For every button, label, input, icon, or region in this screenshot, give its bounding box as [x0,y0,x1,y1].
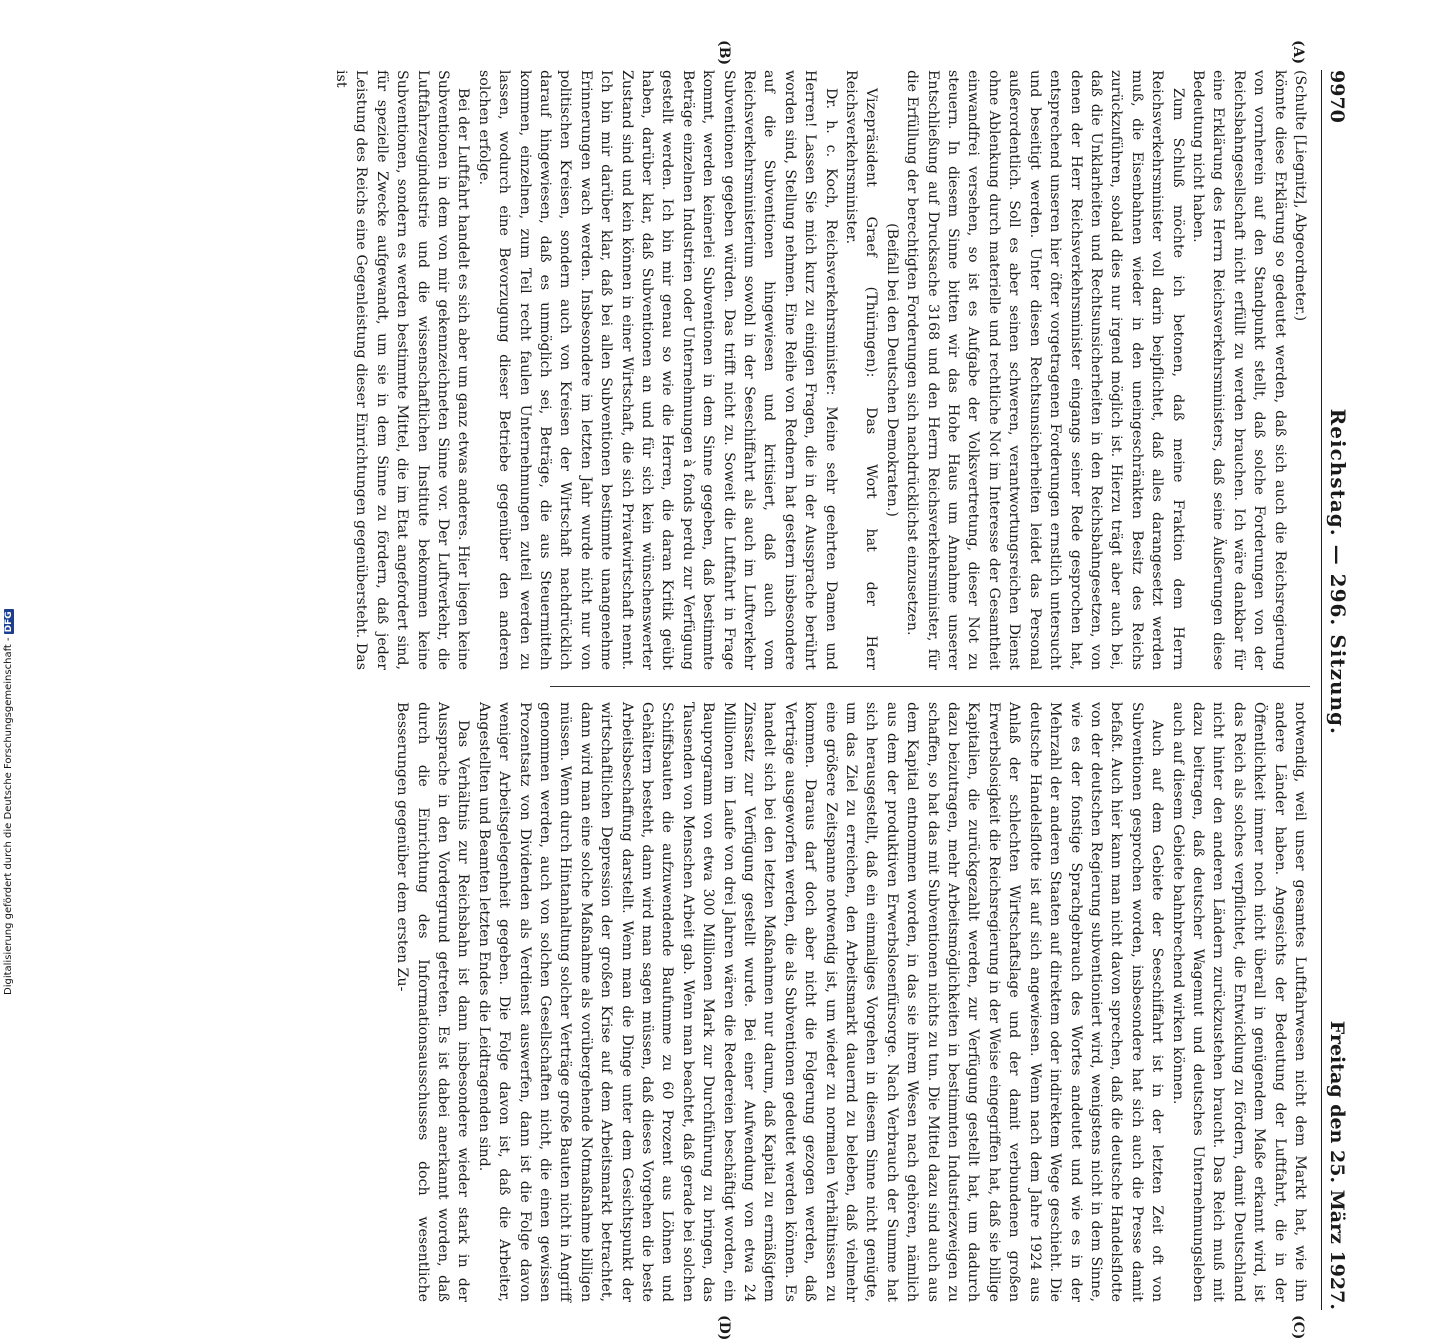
paragraph: Auch auf dem Gebiete der Seeschiffahrt ist in der letzten Zeit oft von Subventionen gesprochen worden, insbesondere hat sich auch die Presse damit befaßt. Auch hier kann man nicht davon sprechen, daß die deutsche Handelsflotte von der deutschen Regierung subventioniert wird, wenigstens nicht in dem Sinne, wie es der fonstige Sprachgebrauch des Wortes andeutet und wie es in der Mehrzahl der anderen Staaten auf direktem oder indirektem Wege geschieht. Die deutsche Handelsflotte ist auf sich angewiesen. Wenn nach dem Jahre 1924 aus Anlaß der schlechten Wirtschaftslage und der damit verbundenen großen Erwerbslosigkeit die Reichsregierung in der Weise eingegriffen hat, daß sie billige Kapitalien, die zurückgezahlt werden, zur Verfügung gestellt hat, um dadurch dazu beizutragen, mehr Arbeitsmöglichkeiten in bestimmten Industriezweigen zu schaffen, so hat das mit Subventionen nichts zu tun. Die Mittel dazu sind auch aus dem Kapital entnommen worden, in das sie ihrem Wesen nach gehören, nämlich aus dem der produktiven Erwerbslosenfürsorge. Nach Verbrauch der Summe hat sich herausgestellt, daß ein einmaliges Vorgehen in diesem Sinne nicht genügte, um das Ziel zu erreichen, den Arbeitsmarkt dauernd zu beleben, daß vielmehr eine größere Zeitspanne notwendig ist, um wieder zu normalen Verhältnissen zu kommen. Daraus darf doch aber nicht die Folgerung gezogen werden, daß Verträge ausgeworfen werden, die als Subventionen gedeutet werden können. Es handelt sich bei den letzten Maßnahmen nur darum, daß Kapital zu ermäßigtem Zinssatz zur Verfügung gestellt wurde. Bei einer Aufwendung von etwa 24 Millionen im Laufe von drei Jahren wären die Reedereien beschäftigt worden, ein Bauprogramm von etwa 300 Millionen Mark zur Durchführung zu bringen, das Tausenden von Menschen Arbeit gab. Wenn man beachtet, daß gerade bei solchen Schiffsbauten die aufzuwendende Baufumme zu 60 Prozent aus Löhnen und Gehältern besteht, dann wird man sagen müssen, daß dieses Vorgehen die beste Arbeitsbeschaffung darstellt. Wenn man die Dinge unter dem Gesichtspunkt der wirtschaftlichen Depression der großen Krise auf dem Arbeitsmarkt betrachtet, dann wird man eine solche Maßnahme als vorübergehende Notmaßnahme billigen müssen. Wenn durch Hintanhaltung solcher Verträge große Bauten nicht in Angriff genommen werden, auch von solchen Gesellschaften nicht, die einen gewissen Prozentsatz von Dividenden als Verdienst auswerfen, dann ist die Folge davon weniger Arbeitsgelegenheit gegeben. Die Folge davon ist, daß die Arbeiter, Angestellten und Beamten letzten Endes die Leidtragenden sind. [475,702,1166,1302]
header-title: Reichstag. — 296. Sitzung. [1326,408,1350,736]
paragraph: könnte diese Erklärung so gedeutet werden, daß sich auch die Reichsregierung von vornherein auf den Standpunkt stellt, daß solche Forderungen von der Reichsbahngesellschaft nicht erfüllt zu werden brauchen. Ich wäre dankbar für eine Erklärung des Herrn Reichsverkehrsministers, daß seine Äußerungen diese Bedeutung nicht haben. [1189,70,1288,670]
credit-text: Digitalisierung gefördert durch die Deutsche Forschungsgemeinschaft - [3,637,14,995]
page-number: 9970 [1326,70,1348,123]
paragraph: Dr. h. c. Koch, Reichsverkehrsminister: Meine sehr geehrten Damen und Herren! Lassen Sie mich kurz zu einigen Fragen, die in der Aussprache berührt worden sind, Stellung nehmen. Eine Reihe von Rednern hat gestern insbesondere auf die Subventionen hingewiesen und kritisiert, daß auch vom Reichsverkehrsministerium sowohl in der Seeschiffahrt als auch im Luftverkehr Subventionen gegeben würden. Das trifft nicht zu. Soweit die Luftfahrt in Frage kommt, werden keinerlei Subventionen in dem Sinne gegeben, daß bestimmte Beträge einzelnen Industrien oder Unternehmungen à fonds perdu zur Verfügung gestellt werden. Ich bin mir genau so wie die Herren, die daran Kritik geübt haben, darüber klar, daß Subventionen an und für sich kein wünschenswerter Zustand sind und kein können in einer Wirtschaft, die sich Privatwirtschaft nennt. Ich bin mir darüber klar, daß bei allen Subventionen bestimmte unangenehme Erinnerungen wach werden. Insbesondere im letzten Jahr wurde nicht nur von politischen Kreisen, sondern auch von Kreisen der Wirtschaft nachdrücklich darauf hingewiesen, daß es unmöglich sei, Beträge, die aus Steuermitteln kommen, einzelnen, zum Teil recht faulen Unternehmungen zuteil werden zu lassen, wodurch eine Bevorzugung dieser Betriebe gegenüber den anderen solchen erfolge. [475,70,839,670]
paragraph: notwendig, weil unser gesamtes Luftfahrwesen nicht dem Markt hat, wie ihn andere Länder haben. Angesichts der Bedeutung der Luftfahrt, die in der Öffentlichkeit immer noch nicht überall in genügendem Maße erkannt wird, ist das Reich als solches verpflichtet, die Entwicklung zu fördern, damit Deutschland nicht hinter den anderen Ländern zurückzustehen braucht. Das Reich muß mit dazu beitragen, daß deutscher Wagemut und deutsches Unternehmungsleben auch auf diesem Gebiete bahnbrechend wirken können. [1169,702,1308,1302]
credit-text-wrap [3,609,14,995]
paragraph: Zum Schluß möchte ich betonen, daß meine Fraktion dem Herrn Reichsverkehrsminister voll darin beipflichtet, daß alles darangesetzt werden muß, die Eisenbahnen wieder in den uneingeschränkten Besitz des Reichs zurückzuführen, sobald dies nur irgend möglich ist. Hierzu trägt aber auch bei, daß die Unklarheiten und Rechtsunsicherheiten in den Reichsbahngesetzen, von denen der Herr Reichsverkehrsminister eingangs seiner Rede gesprochen hat, entsprechend unseren hier öfter vorgetragenen Forderungen ernstlich untersucht und beseitigt werden. Unter diesen Rechtsunsicherheiten leidet das Personal außerordentlich. Soll es aber seinen schweren, verantwortungsreichen Dienst ohne Ablenkung durch materielle und rechtliche Not im Interesse der Gesamtheit einwandfrei versehen, so ist es Aufgabe der Volksvertretung, dieser Not zu steuern. In diesem Sinne bitten wir das Hohe Haus um Annahme unserer Entschließung auf Drucksache 3168 und den Herrn Reichsverkehrsminister, für die Erfüllung der berechtigten Forderungen sich nachdrücklichst einzusetzen. [904,70,1186,670]
paragraph: Bei der Luftfahrt handelt es sich aber um ganz etwas anderes. Hier liegen keine Subventionen in dem von mir gekennzeichneten Sinne vor. Der Luftverkehr, die Luftfahrzeugindustrie und die wissenschaftlichen Institute bekommen keine Subventionen, sondern es werden bestimmte Mittel, die im Etat angefordert sind, für spezielle Zwecke aufgewandt, um sie in dem Sinne zu fördern, daß jeder Leistung des Reichs eine Gegenleistung dieser Einrichtungen gegenübersteht. Das ist [332,70,472,670]
header-date: Freitag den 25. März 1927. [1326,1020,1348,1310]
digitization-credit [0,0,14,1000]
paragraph: Vizepräsident Graef (Thüringen): Das Wort hat der Herr Reichsverkehrsminister. [843,70,880,670]
paragraph: Das Verhältnis zur Reichsbahn ist dann insbesondere wieder stark in der Aussprache in den Vordergrund getreten. Es ist dabei anerkannt worden, daß durch die Einrichtung des Informationsausschusses doch wesentliche Besserungen gegenüber dem ersten Zu- [394,702,472,1302]
rotated-text-block [110,40,1350,1340]
margin-marker-c: (C) [1290,1315,1306,1340]
applause-note: (Beifall bei den Deutschen Demokraten.) [883,223,900,517]
margin-marker-d: (D) [716,1315,732,1340]
speaker-line: (Schulte [Liegnitz], Abgeordneter.) [1292,70,1308,322]
left-column [332,70,1310,670]
page-header [1321,70,1350,1310]
margin-marker-b: (B) [716,40,732,66]
right-column [394,702,1310,1302]
margin-marker-a: (A) [1290,40,1306,65]
column-divider [550,686,1310,687]
dfg-logo: DFG [4,611,14,633]
